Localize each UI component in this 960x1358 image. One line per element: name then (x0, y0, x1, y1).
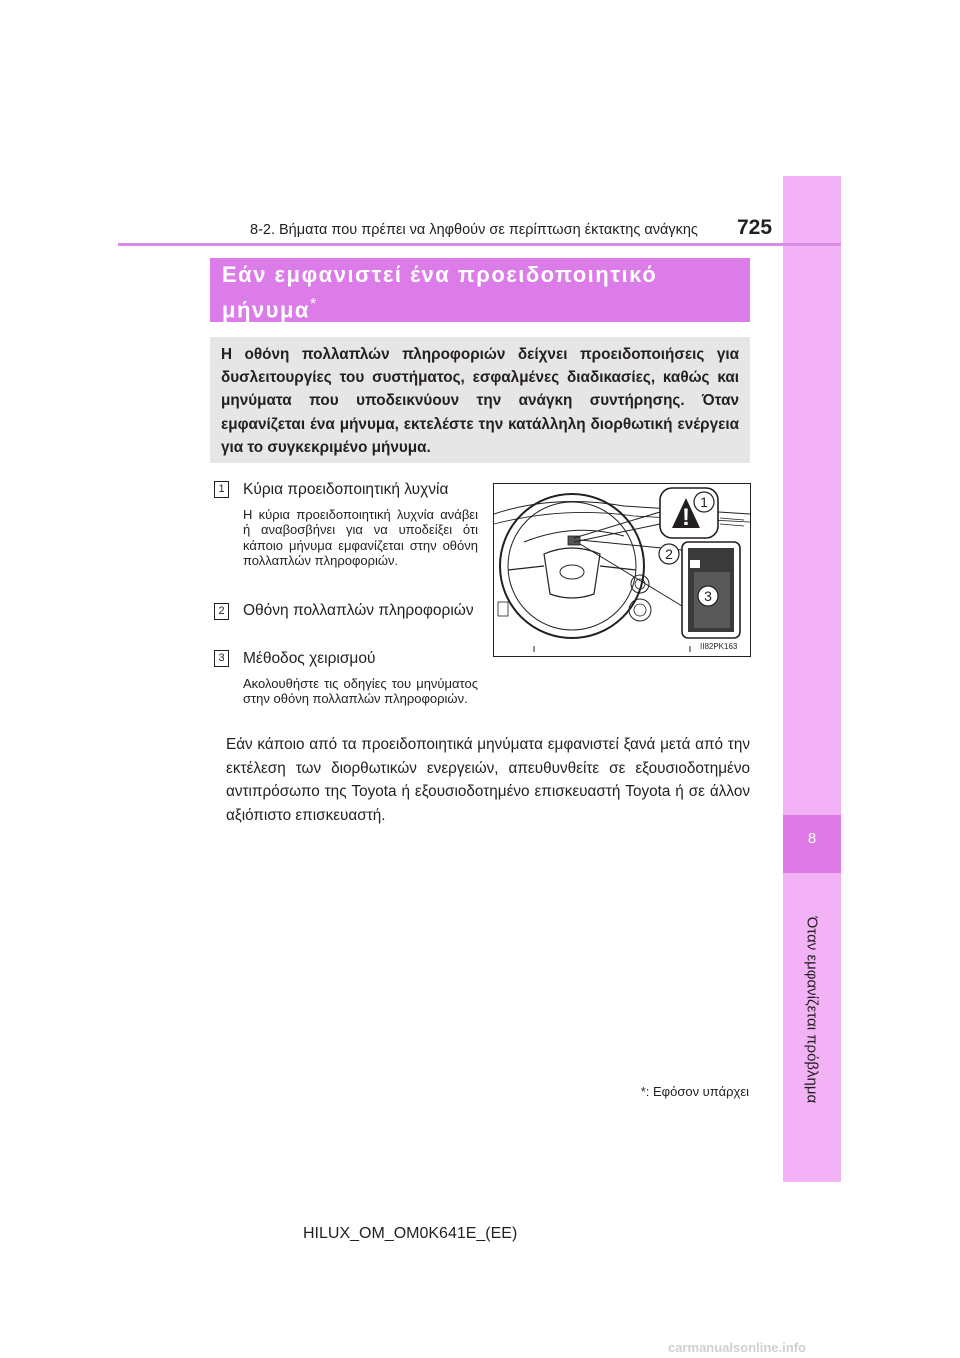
item-3-desc: Ακολουθήστε τις οδηγίες του μηνύματος στην οθόνη πολλαπλών πληροφοριών. (243, 676, 478, 707)
item-2-number: 2 (214, 603, 229, 620)
dashboard-illustration (493, 483, 751, 657)
item-1-desc: Η κύρια προειδοποιητική λυχνία ανάβει ή αναβοσβήνει για να υποδείξει ότι κάποιο μήνυμα εμφανίζεται στην οθόνη πολλαπλών πληροφοριών. (243, 507, 478, 569)
callout-2: 2 (665, 546, 673, 562)
chapter-number: 8 (807, 830, 817, 847)
illustration-code: II82PK163 (700, 642, 738, 651)
intro-text: Η οθόνη πολλαπλών πληροφοριών δείχνει προειδοποιήσεις για δυσλειτουργίες του συστήματος, εσφαλμένες διαδικασίες, καθώς και μηνύματα που υποδεικνύουν την ανάγκη συντήρησης. Όταν εμφανίζεται ένα μήνυμα, εκτελέστε την κατάλληλη διορθωτική ενέργεια για το συγκεκριμένο μήνυμα. (221, 346, 739, 456)
chapter-number-box (783, 815, 841, 873)
warning-icon: ! (682, 504, 690, 531)
watermark: carmanualsonline.info (668, 1340, 806, 1355)
item-1-title: Κύρια προειδοποιητική λυχνία (243, 481, 449, 498)
page-number: 725 (737, 216, 773, 239)
header-section-title: 8-2. Βήματα που πρέπει να ληφθούν σε περίπτωση έκτακτης ανάγκης (250, 222, 698, 238)
body-paragraph: Εάν κάποιο από τα προειδοποιητικά μηνύματα εμφανιστεί ξανά μετά από την εκτέλεση των διορθωτικών ενεργειών, απευθυνθείτε σε εξουσιοδοτημένο αντιπρόσωπο της Toyota ή εξουσιοδοτημένο επισκευαστή Toyota ή σε άλλον αξιόπιστο επισκευαστή. (226, 736, 750, 824)
callout-3: 3 (704, 588, 712, 604)
section-title-text: Εάν εμφανιστεί ένα προειδοποιητικό μήνυμα (222, 262, 658, 323)
item-3-title: Μέθοδος χειρισμού (243, 650, 376, 667)
callout-1: 1 (700, 494, 708, 510)
section-title (222, 260, 742, 325)
dashboard-drawing (494, 484, 750, 656)
item-1-number: 1 (214, 481, 229, 498)
footnote (600, 1084, 749, 1099)
item-3-number: 3 (214, 650, 229, 667)
item-2-title: Οθόνη πολλαπλών πληροφοριών (243, 602, 474, 619)
chapter-title: Όταν εμφανίζεται πρόβλημα (803, 916, 821, 1104)
footnote-mark: * (640, 1084, 646, 1099)
section-title-mark: * (309, 296, 318, 313)
header-divider (118, 243, 841, 246)
footnote-text: : Εφόσον υπάρχει (645, 1084, 749, 1099)
footer-document-code: HILUX_OM_OM0K641E_(EE) (303, 1225, 518, 1242)
